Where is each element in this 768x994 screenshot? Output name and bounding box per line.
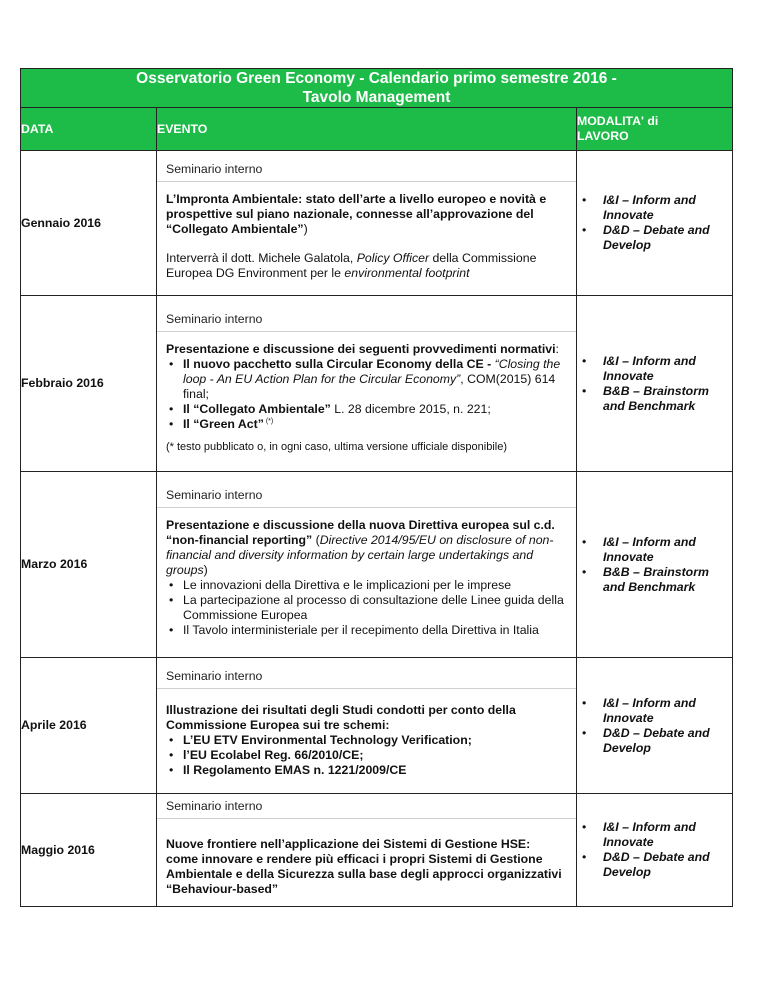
event-intro-italic: Directive 2014/95/EU on disclosure of non-financial and diversity information by certain large undertakings and groups <box>166 532 554 577</box>
event-intro-close: ) <box>203 562 208 577</box>
title-line-2: Tavolo Management <box>302 89 451 106</box>
row-modes <box>577 472 733 658</box>
table-row <box>21 472 733 658</box>
mode-item: • B&B – Brainstorm and Benchmark <box>603 384 732 414</box>
header-date: DATA <box>21 108 157 151</box>
mode-item: • I&I – Inform and Innovate <box>603 820 732 850</box>
seminar-label: Seminario interno <box>157 797 576 819</box>
item-bold: Il nuovo pacchetto sulla Circular Economy della CE - <box>183 357 495 371</box>
event-intro: Illustrazione dei risultati degli Studi condotti per conto della Commissione Europea sui tre schemi: <box>166 703 516 732</box>
list-item: • Il Tavolo interministeriale per il recepimento della Direttiva in Italia <box>183 623 564 638</box>
seminar-label: Seminario interno <box>157 667 576 689</box>
header-row <box>21 108 733 151</box>
table-title <box>21 69 733 108</box>
speaker-role: Policy Officer <box>356 250 430 265</box>
row-modes <box>577 794 733 907</box>
event-headline: Nuove frontiere nell’applicazione dei Sistemi di Gestione HSE: come innovare e rendere più efficaci i propri Sistemi di Gestione Ambientale e della Sicurezza sulla base degli approcci organizzativi “Behaviour-based” <box>166 837 562 896</box>
mode-item: • D&D – Debate and Develop <box>603 726 732 756</box>
header-mode-line-1: MODALITA' di <box>577 114 659 128</box>
modes-list <box>577 696 732 756</box>
row-event <box>157 472 577 658</box>
event-intro: Presentazione e discussione della nuova Direttiva europea sul c.d. “non-financial reporting” <box>166 517 555 547</box>
item-italic: “Closing the loop - An EU Action Plan for the Circular Economy” <box>183 357 561 386</box>
list-item: • Il Regolamento EMAS n. 1221/2009/CE <box>183 763 564 778</box>
list-item: • Le innovazioni della Direttiva e le implicazioni per le imprese <box>183 578 564 593</box>
event-body <box>157 819 576 903</box>
title-row <box>21 69 733 108</box>
list-item <box>183 417 564 432</box>
modes-list <box>577 535 732 595</box>
event-body <box>157 508 576 644</box>
mode-item: • I&I – Inform and Innovate <box>603 193 732 223</box>
table-row <box>21 296 733 472</box>
footnote: (* testo pubblicato o, in ogni caso, ultima versione ufficiale disponibile) <box>166 441 507 453</box>
modes-list <box>577 193 732 253</box>
list-item: • L’EU ETV Environmental Technology Verification; <box>183 733 564 748</box>
mode-item: • I&I – Inform and Innovate <box>603 696 732 726</box>
list-item: • l’EU Ecolabel Reg. 66/2010/CE; <box>183 748 564 763</box>
title-line-1: Osservatorio Green Economy - Calendario primo semestre 2016 - <box>136 70 617 87</box>
event-items <box>166 357 564 432</box>
row-modes <box>577 151 733 296</box>
item-bold: Il “Green Act” <box>183 417 264 431</box>
seminar-label: Seminario interno <box>157 310 576 332</box>
table-row <box>21 658 733 794</box>
calendar-table <box>20 68 733 907</box>
seminar-label: Seminario interno <box>157 486 576 508</box>
header-mode <box>577 108 733 151</box>
mode-item: • I&I – Inform and Innovate <box>603 354 732 384</box>
speaker-text: Interverrà il dott. Michele Galatola, <box>166 250 357 265</box>
row-date: Aprile 2016 <box>21 658 157 794</box>
list-item: • La partecipazione al processo di consultazione delle Linee guida della Commissione Europea <box>183 593 564 623</box>
item-bold: Il “Collegato Ambientale” <box>183 402 331 416</box>
row-modes <box>577 296 733 472</box>
event-intro-open: ( <box>312 532 320 547</box>
event-items <box>166 578 564 638</box>
row-date: Febbraio 2016 <box>21 296 157 472</box>
list-item <box>183 357 564 402</box>
event-items <box>166 733 564 778</box>
seminar-label: Seminario interno <box>157 160 576 182</box>
row-date: Maggio 2016 <box>21 794 157 907</box>
row-event <box>157 151 577 296</box>
event-body <box>157 332 576 432</box>
row-event <box>157 296 577 472</box>
row-event <box>157 658 577 794</box>
mode-item: • I&I – Inform and Innovate <box>603 535 732 565</box>
speaker-text-2: della Commissione Europea DG Environment per le <box>166 250 537 280</box>
item-footnote-mark: (*) <box>263 417 274 425</box>
event-body <box>157 182 576 287</box>
item-rest: L. 28 dicembre 2015, n. 221; <box>330 402 491 416</box>
modes-list <box>577 354 732 414</box>
event-headline-tail: ) <box>303 221 308 236</box>
row-date: Gennaio 2016 <box>21 151 157 296</box>
row-date: Marzo 2016 <box>21 472 157 658</box>
table-row <box>21 794 733 907</box>
event-headline: L’Impronta Ambientale: stato dell’arte a livello europeo e novità e prospettive sul piano nazionale, connesse all’approvazione del “Collegato Ambientale” <box>166 191 547 236</box>
mode-item: • D&D – Debate and Develop <box>603 223 732 253</box>
calendar-document <box>20 68 732 907</box>
item-rest: , COM(2015) 614 final; <box>183 372 556 401</box>
list-item <box>183 402 564 417</box>
header-mode-line-2: LAVORO <box>577 129 629 143</box>
event-intro: Presentazione e discussione dei seguenti provvedimenti normativi <box>166 342 556 356</box>
header-event: EVENTO <box>157 108 577 151</box>
event-intro-colon: : <box>555 342 559 356</box>
mode-item: • B&B – Brainstorm and Benchmark <box>603 565 732 595</box>
modes-list <box>577 820 732 880</box>
table-row <box>21 151 733 296</box>
speaker-topic: environmental footprint <box>344 265 470 280</box>
event-body <box>157 689 576 784</box>
row-event <box>157 794 577 907</box>
mode-item: • D&D – Debate and Develop <box>603 850 732 880</box>
row-modes <box>577 658 733 794</box>
